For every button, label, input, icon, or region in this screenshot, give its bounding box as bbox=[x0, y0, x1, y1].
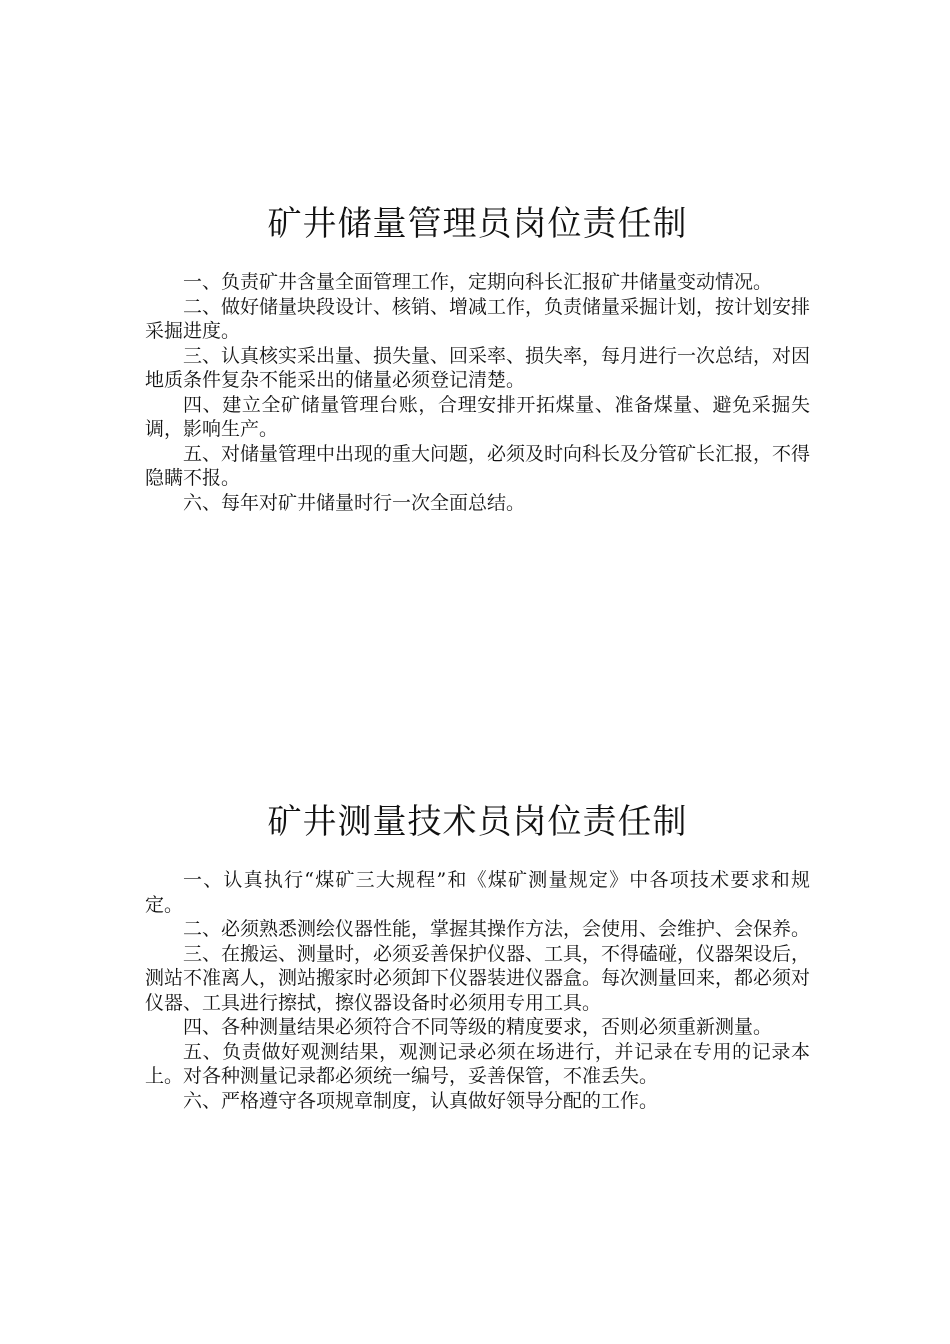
section-title: 矿井测量技术员岗位责任制 bbox=[267, 802, 688, 842]
paragraph-6: 六、每年对矿井储量时行一次全面总结。 bbox=[183, 491, 526, 514]
section-title: 矿井储量管理员岗位责任制 bbox=[267, 204, 688, 244]
paragraph-5: 五、负责做好观测结果，观测记录必须在场进行，并记录在专用的记录本上。对各种测量记录都必须统一编号，妥善保管，不准丢失。 bbox=[145, 1040, 810, 1087]
section-survey-technician bbox=[145, 800, 810, 1113]
section-storage-manager bbox=[145, 202, 810, 515]
paragraph-3: 三、在搬运、测量时，必须妥善保护仪器、工具，不得磕碰，仪器架设后，测站不准离人，测站搬家时必须卸下仪器装进仪器盒。每次测量回来，都必须对仪器、工具进行擦拭，擦仪器设备时必须用专用工具。 bbox=[145, 942, 811, 1014]
paragraph-2: 二、做好储量块段设计、核销、增减工作，负责储量采掘计划，按计划安排采掘进度。 bbox=[145, 295, 811, 342]
paragraph-4: 四、建立全矿储量管理台账，合理安排开拓煤量、准备煤量、避免采掘失调，影响生产。 bbox=[145, 393, 810, 440]
paragraph-2: 二、必须熟悉测绘仪器性能，掌握其操作方法，会使用、会维护、会保养。 bbox=[183, 918, 811, 940]
paragraph-3: 三、认真核实采出量、损失量、回采率、损失率，每月进行一次总结，对因地质条件复杂不能采出的储量必须登记清楚。 bbox=[145, 344, 811, 391]
paragraph-1: 一、认真执行“煤矿三大规程”和《煤矿测量规定》中各项技术要求和规定。 bbox=[145, 869, 810, 916]
paragraph-1: 一、负责矿井含量全面管理工作，定期向科长汇报矿井储量变动情况。 bbox=[183, 271, 773, 293]
paragraph-4: 四、各种测量结果必须符合不同等级的精度要求，否则必须重新测量。 bbox=[183, 1016, 773, 1038]
paragraph-6: 六、严格遵守各项规章制度，认真做好领导分配的工作。 bbox=[183, 1089, 659, 1112]
paragraph-5: 五、对储量管理中出现的重大问题，必须及时向科长及分管矿长汇报，不得隐瞒不报。 bbox=[145, 442, 811, 489]
